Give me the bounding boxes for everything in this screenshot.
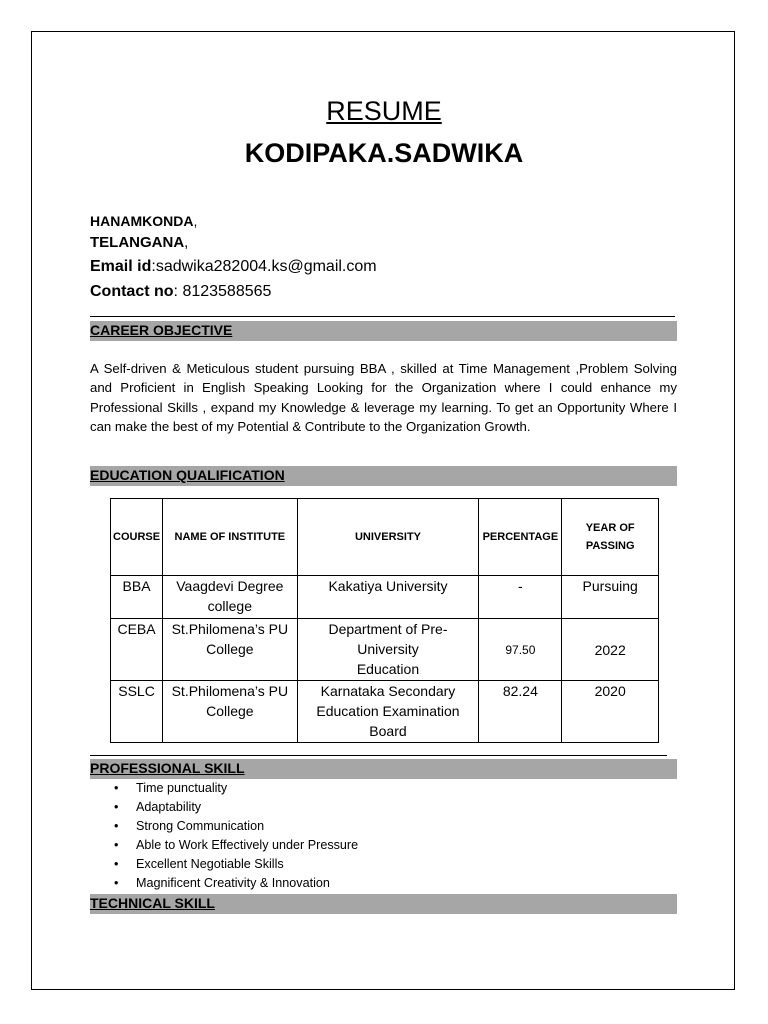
header-institute: NAME OF INSTITUTE <box>163 499 298 576</box>
candidate-name: KODIPAKA.SADWIKA <box>244 138 524 168</box>
career-objective-text: A Self-driven & Meticulous student pursuing BBA , skilled at Time Management ,Problem Solving and Proficient in English Speaking Looking for the Organization where I could enhance my Professional Skills , expand my Knowledge & leverage my learning. To get an Opportunity Where I can make the best of my Potential & Contribute to the Organization Growth. <box>90 361 677 435</box>
list-item: • Adaptability <box>110 798 358 817</box>
bullet-icon: • <box>114 800 119 815</box>
table-cell: Department of Pre-University Education <box>297 619 479 681</box>
header-course: COURSE <box>111 499 163 576</box>
table-cell: Vaagdevi Degree college <box>163 576 298 619</box>
email-line: Email id:sadwika282004.ks@gmail.com <box>90 258 377 275</box>
professional-skill-heading: PROFESSIONAL SKILL <box>90 759 677 779</box>
table-cell: Pursuing <box>562 576 659 619</box>
table-cell: BBA <box>111 576 163 619</box>
table-cell: CEBA <box>111 619 163 681</box>
table-cell: 97.50 <box>479 619 562 681</box>
list-item: • Time punctuality <box>110 779 358 798</box>
email-value: sadwika282004.ks@gmail.com <box>155 258 377 275</box>
table-cell: St.Philomena’s PU College <box>163 619 298 681</box>
phone-value: 8123588565 <box>182 283 272 300</box>
education-table <box>110 498 659 743</box>
career-objective-heading: CAREER OBJECTIVE <box>90 321 677 341</box>
address-city: HANAMKONDA, <box>90 213 198 229</box>
table-row <box>111 681 659 743</box>
bullet-icon: • <box>114 838 119 853</box>
divider <box>90 316 675 317</box>
phone-label: Contact no <box>90 283 174 300</box>
table-row <box>111 619 659 681</box>
table-cell: 82.24 <box>479 681 562 743</box>
list-item: • Strong Communication <box>110 817 358 836</box>
list-item: • Excellent Negotiable Skills <box>110 855 358 874</box>
table-cell: 2020 <box>562 681 659 743</box>
bullet-icon: • <box>114 781 119 795</box>
header-year: YEAR OF PASSING <box>562 499 659 576</box>
table-cell: 2022 <box>562 619 659 681</box>
list-item: • Able to Work Effectively under Pressure <box>110 836 358 855</box>
phone-line: Contact no: 8123588565 <box>90 283 272 300</box>
divider <box>90 755 667 756</box>
header-percentage: PERCENTAGE <box>479 499 562 576</box>
table-cell: St.Philomena’s PU College <box>163 681 298 743</box>
address-state: TELANGANA, <box>90 234 189 251</box>
table-cell: Kakatiya University <box>297 576 479 619</box>
professional-skills-list <box>110 779 358 894</box>
table-cell: Karnataka Secondary Education Examination Board <box>297 681 479 743</box>
header-university: UNIVERSITY <box>297 499 479 576</box>
bullet-icon: • <box>114 876 119 891</box>
technical-skill-heading: TECHNICAL SKILL <box>90 894 677 914</box>
education-heading: EDUCATION QUALIFICATION <box>90 466 677 486</box>
table-cell: - <box>479 576 562 619</box>
table-row <box>111 576 659 619</box>
table-cell: SSLC <box>111 681 163 743</box>
list-item: • Magnificent Creativity & Innovation <box>110 874 358 893</box>
email-label: Email id <box>90 258 152 275</box>
bullet-icon: • <box>114 857 119 872</box>
resume-title: RESUME <box>326 96 442 126</box>
bullet-icon: • <box>114 819 119 834</box>
table-header-row <box>111 499 659 576</box>
